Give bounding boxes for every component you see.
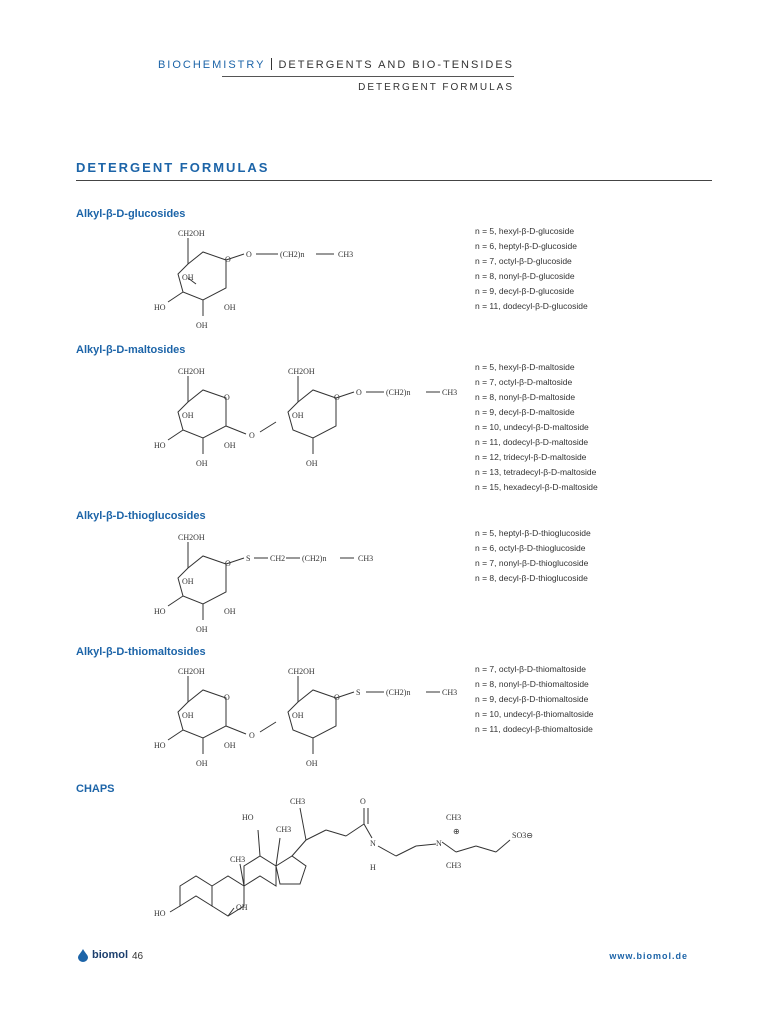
list-maltosides: [475, 360, 598, 495]
label-oh: OH: [292, 711, 304, 720]
label-carbonyl-o: O: [360, 797, 366, 806]
label-ch2oh: CH2OH: [288, 367, 315, 376]
list-item: n = 8, nonyl-β-D-glucoside: [475, 271, 575, 281]
list-item: n = 9, decyl-β-D-maltoside: [475, 407, 575, 417]
label-quat-n: N: [436, 839, 442, 848]
label-oh: OH: [224, 741, 236, 750]
list-item: n = 5, hexyl-β-D-glucoside: [475, 226, 575, 236]
label-ch3: CH3: [442, 388, 458, 397]
list-item: n = 13, tetradecyl-β-D-maltoside: [475, 467, 597, 477]
label-ring-o: O: [334, 393, 340, 402]
biomol-drop-icon: [76, 948, 90, 962]
label-oh: OH: [224, 607, 236, 616]
label-ho: HO: [154, 441, 166, 450]
list-item: n = 10, undecyl-β-thiomaltoside: [475, 709, 594, 719]
label-oh: OH: [182, 711, 194, 720]
label-oh: OH: [196, 321, 208, 330]
label-ch2oh: CH2OH: [288, 667, 315, 676]
label-ch3: CH3: [358, 554, 374, 563]
label-chain: (CH2)n: [386, 688, 411, 697]
header-rule: [222, 76, 514, 77]
list-item: n = 8, nonyl-β-D-thiomaltoside: [475, 679, 589, 689]
label-ch2oh: CH2OH: [178, 367, 205, 376]
structure-glucoside: [148, 222, 368, 334]
list-item: n = 15, hexadecyl-β-D-maltoside: [475, 482, 598, 492]
section-title-thiomaltosides: Alkyl-β-D-thiomaltosides: [76, 646, 206, 658]
label-ho: HO: [242, 813, 254, 822]
list-thioglucosides: [475, 526, 591, 586]
label-oh: OH: [182, 273, 194, 282]
header-category: BIOCHEMISTRY: [157, 59, 266, 71]
label-ho: HO: [154, 909, 166, 918]
label-ch3: CH3: [446, 861, 462, 870]
title-rule: [76, 180, 712, 181]
label-ch3: CH3: [290, 797, 306, 806]
list-thiomaltosides: [475, 662, 594, 737]
label-ring-o: O: [224, 393, 230, 402]
footer-brand: [76, 948, 128, 962]
label-oh: OH: [196, 459, 208, 468]
label-o: O: [356, 388, 362, 397]
label-ring-o: O: [225, 255, 231, 264]
label-oh: OH: [196, 625, 208, 634]
label-oh: OH: [292, 411, 304, 420]
list-item: n = 11, dodecyl-β-D-maltoside: [475, 437, 589, 447]
label-ch3: CH3: [276, 825, 292, 834]
page-number: 46: [132, 951, 144, 962]
brand-name: biomol: [92, 949, 129, 961]
website-link[interactable]: www.biomol.de: [609, 951, 688, 961]
section-title-chaps: CHAPS: [76, 783, 115, 795]
label-ch2oh: CH2OH: [178, 667, 205, 676]
header-separator: [271, 58, 272, 70]
section-title-maltosides: Alkyl-β-D-maltosides: [76, 344, 186, 356]
label-chain: (CH2)n: [386, 388, 411, 397]
section-title-glucosides: Alkyl-β-D-glucosides: [76, 208, 186, 220]
label-so3: SO3⊖: [512, 831, 533, 840]
label-oh: OH: [306, 459, 318, 468]
label-oh: OH: [196, 759, 208, 768]
header-breadcrumb: [158, 58, 514, 71]
label-ho: HO: [154, 741, 166, 750]
structure-thiomaltoside: [148, 660, 468, 776]
label-oh: OH: [182, 411, 194, 420]
list-item: n = 7, octyl-β-D-maltoside: [475, 377, 573, 387]
label-ring-o: O: [334, 693, 340, 702]
label-oh: OH: [306, 759, 318, 768]
label-amide-n: N: [370, 839, 376, 848]
label-chain: (CH2)n: [280, 250, 305, 259]
list-glucosides: [475, 224, 588, 314]
list-item: n = 12, tridecyl-β-D-maltoside: [475, 452, 587, 462]
label-ring-o: O: [224, 693, 230, 702]
structure-thioglucoside: [148, 526, 388, 638]
label-s: S: [356, 688, 361, 697]
list-item: n = 6, heptyl-β-D-glucoside: [475, 241, 577, 251]
section-title-thioglucosides: Alkyl-β-D-thioglucosides: [76, 510, 206, 522]
label-ch3: CH3: [446, 813, 462, 822]
list-item: n = 5, heptyl-β-D-thioglucoside: [475, 528, 591, 538]
list-item: n = 11, dodecyl-β-thiomaltoside: [475, 724, 593, 734]
label-ch3: CH3: [442, 688, 458, 697]
label-ch2oh: CH2OH: [178, 229, 205, 238]
page-title: DETERGENT FORMULAS: [76, 160, 270, 175]
label-amide-h: H: [370, 863, 376, 872]
label-oh: OH: [236, 903, 248, 912]
label-glycosidic-o: O: [249, 731, 255, 740]
list-item: n = 5, hexyl-β-D-maltoside: [475, 362, 575, 372]
structure-maltoside: [148, 360, 468, 476]
list-item: n = 7, octyl-β-D-thiomaltoside: [475, 664, 586, 674]
label-s: S: [246, 554, 251, 563]
label-oh: OH: [224, 441, 236, 450]
list-item: n = 7, octyl-β-D-glucoside: [475, 256, 572, 266]
list-item: n = 9, decyl-β-D-glucoside: [475, 286, 575, 296]
label-ring-o: O: [225, 559, 231, 568]
label-glycosidic-o: O: [249, 431, 255, 440]
list-item: n = 8, nonyl-β-D-maltoside: [475, 392, 576, 402]
label-ch3: CH3: [230, 855, 246, 864]
label-ch3: CH3: [338, 250, 354, 259]
label-o: O: [246, 250, 252, 259]
list-item: n = 8, decyl-β-D-thioglucoside: [475, 573, 588, 583]
label-plus: ⊕: [453, 827, 460, 836]
list-item: n = 9, decyl-β-D-thiomaltoside: [475, 694, 589, 704]
list-item: n = 11, dodecyl-β-D-glucoside: [475, 301, 588, 311]
label-ho: HO: [154, 607, 166, 616]
structure-chaps: [150, 790, 560, 930]
list-item: n = 6, octyl-β-D-thioglucoside: [475, 543, 586, 553]
label-chain: (CH2)n: [302, 554, 327, 563]
label-ch2oh: CH2OH: [178, 533, 205, 542]
label-ch2: CH2: [270, 554, 286, 563]
list-item: n = 10, undecyl-β-D-maltoside: [475, 422, 589, 432]
label-ho: HO: [154, 303, 166, 312]
list-item: n = 7, nonyl-β-D-thioglucoside: [475, 558, 589, 568]
label-oh: OH: [224, 303, 236, 312]
header-page-section: DETERGENT FORMULAS: [358, 82, 514, 93]
label-oh: OH: [182, 577, 194, 586]
header-subcategory: DETERGENTS AND BIO-TENSIDES: [278, 59, 514, 71]
